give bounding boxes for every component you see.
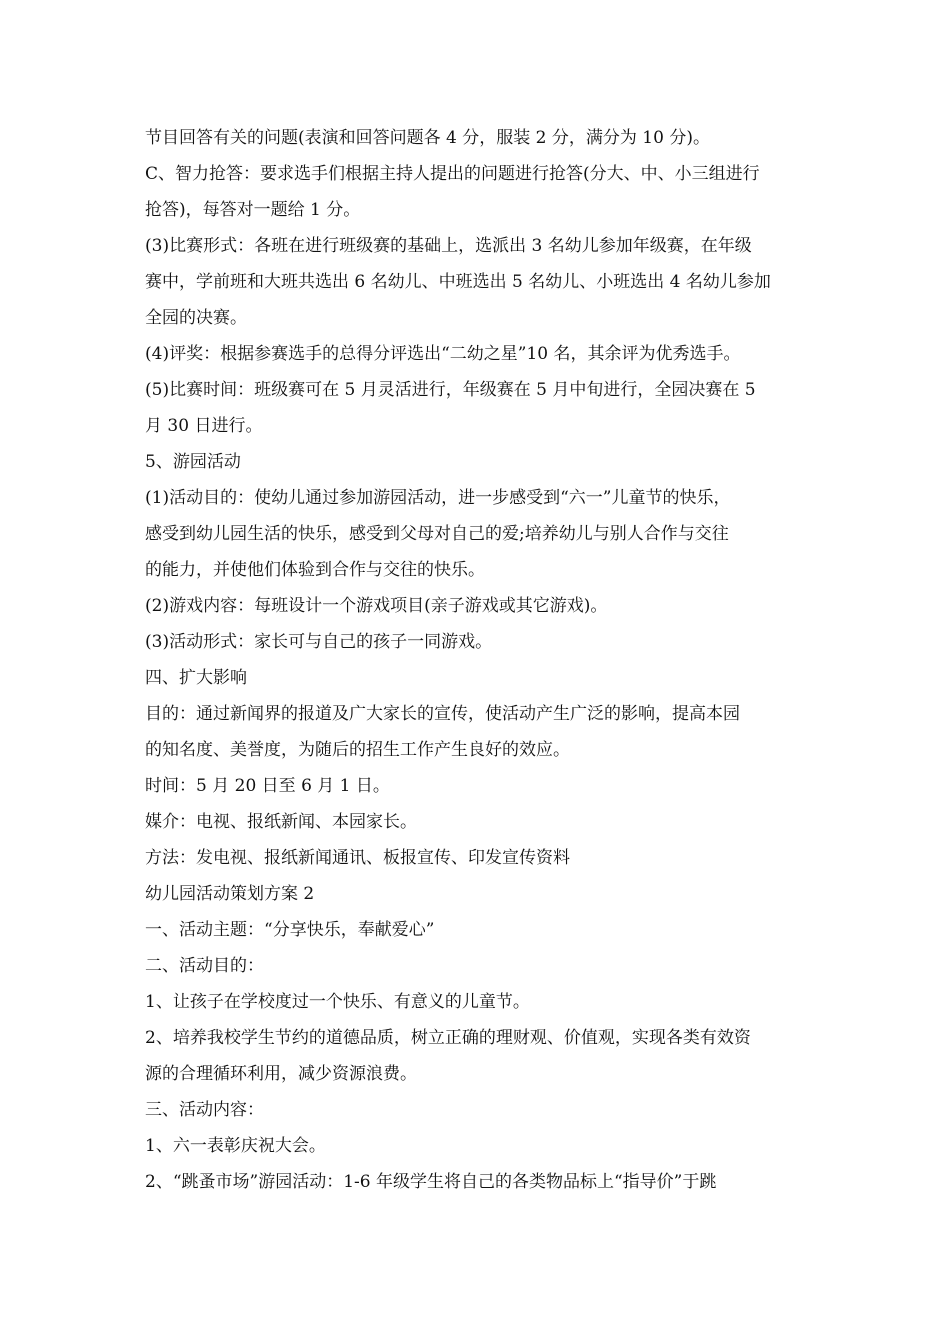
text-line: C、智力抢答：要求选手们根据主持人提出的问题进行抢答(分大、中、小三组进行	[145, 164, 760, 184]
document-body	[145, 120, 810, 1200]
section-heading: 二、活动目的：	[145, 956, 264, 976]
text-line: 时间：5 月 20 日至 6 月 1 日。	[145, 776, 390, 796]
text-line: 节目回答有关的问题(表演和回答问题各 4 分，服装 2 分，满分为 10 分)。	[145, 128, 710, 148]
section-heading: 5、游园活动	[145, 452, 241, 472]
text-line: 媒介：电视、报纸新闻、本园家长。	[145, 812, 417, 832]
text-line: 全园的决赛。	[145, 308, 247, 328]
text-line: 抢答)，每答对一题给 1 分。	[145, 200, 361, 220]
text-line: 的知名度、美誉度，为随后的招生工作产生良好的效应。	[145, 740, 570, 760]
text-line: (4)评奖：根据参赛选手的总得分评选出“二幼之星”10 名，其余评为优秀选手。	[145, 344, 741, 364]
text-line: 源的合理循环利用，减少资源浪费。	[145, 1064, 417, 1084]
section-heading: 一、活动主题：“分享快乐，奉献爱心”	[145, 920, 435, 940]
document-title: 幼儿园活动策划方案 2	[145, 884, 315, 904]
text-line: (3)活动形式：家长可与自己的孩子一同游戏。	[145, 632, 493, 652]
section-heading: 四、扩大影响	[145, 668, 247, 688]
section-heading: 三、活动内容：	[145, 1100, 264, 1120]
text-line: (3)比赛形式：各班在进行班级赛的基础上，选派出 3 名幼儿参加年级赛，在年级	[145, 236, 752, 256]
text-line: (5)比赛时间：班级赛可在 5 月灵活进行，年级赛在 5 月中旬进行，全园决赛在 5	[145, 380, 756, 400]
text-line: 1、六一表彰庆祝大会。	[145, 1136, 326, 1156]
text-line: 月 30 日进行。	[145, 416, 263, 436]
text-line: 2、培养我校学生节约的道德品质，树立正确的理财观、价值观，实现各类有效资	[145, 1028, 751, 1048]
text-line: 感受到幼儿园生活的快乐，感受到父母对自己的爱;培养幼儿与别人合作与交往	[145, 524, 729, 544]
text-line: 赛中，学前班和大班共选出 6 名幼儿、中班选出 5 名幼儿、小班选出 4 名幼儿参加	[145, 272, 771, 292]
text-line: 1、让孩子在学校度过一个快乐、有意义的儿童节。	[145, 992, 530, 1012]
text-line: (1)活动目的：使幼儿通过参加游园活动，进一步感受到“六一”儿童节的快乐，	[145, 488, 731, 508]
text-line: 2、“跳蚤市场”游园活动：1-6 年级学生将自己的各类物品标上“指导价”于跳	[145, 1172, 717, 1192]
text-line: 目的：通过新闻界的报道及广大家长的宣传，使活动产生广泛的影响，提高本园	[145, 704, 740, 724]
text-line: (2)游戏内容：每班设计一个游戏项目(亲子游戏或其它游戏)。	[145, 596, 608, 616]
text-line: 的能力，并使他们体验到合作与交往的快乐。	[145, 560, 485, 580]
text-line: 方法：发电视、报纸新闻通讯、板报宣传、印发宣传资料	[145, 848, 570, 868]
